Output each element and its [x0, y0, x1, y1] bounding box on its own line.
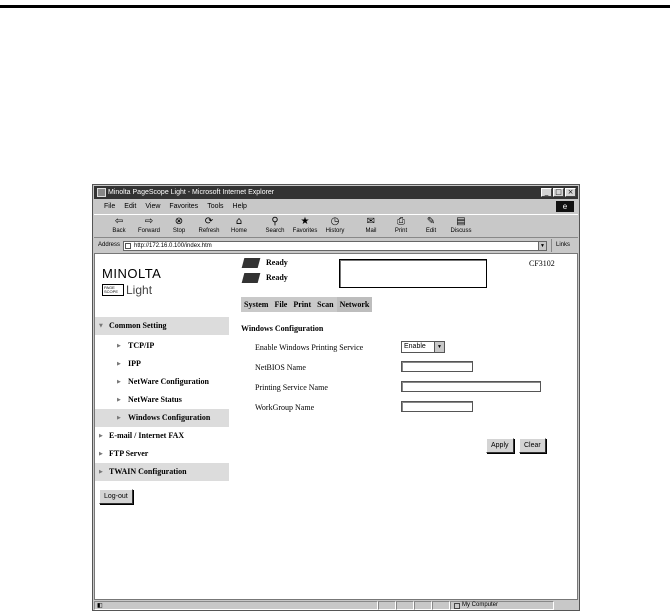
netbios-row	[241, 359, 551, 379]
scanner-icon	[242, 273, 261, 283]
status-pane	[414, 601, 432, 610]
menu-edit[interactable]: Edit	[124, 203, 137, 210]
logout-button[interactable]: Log-out	[99, 489, 133, 504]
sidebar-item-netware-configuration[interactable]	[95, 373, 229, 391]
stop-label: Stop	[172, 228, 186, 234]
window-title: Minolta PageScope Light - Microsoft Internet Explorer	[108, 189, 275, 196]
printer-status-row	[243, 255, 288, 270]
sidebar-item-tcpip[interactable]	[95, 337, 229, 355]
mail-label: Mail	[365, 228, 377, 234]
sidebar-item-label: TWAIN Configuration	[109, 467, 187, 476]
clear-button[interactable]: Clear	[519, 438, 546, 453]
title-bar[interactable]	[94, 186, 578, 199]
sidebar-item-label: NetWare Status	[128, 395, 182, 404]
chevron-down-icon: ▼	[434, 342, 444, 352]
enable-service-select[interactable]	[401, 341, 445, 353]
scanner-status-row	[243, 270, 288, 285]
tab-system[interactable]: System	[244, 300, 269, 309]
search-icon: ⚲	[271, 216, 279, 227]
close-button[interactable]: ×	[565, 188, 576, 197]
history-label: History	[325, 228, 345, 234]
section-title: Windows Configuration	[241, 324, 324, 333]
sidebar-item-label: FTP Server	[109, 449, 149, 458]
discuss-icon: ▤	[456, 216, 466, 227]
print-label: Print	[394, 228, 408, 234]
refresh-button[interactable]	[194, 215, 224, 238]
page-viewport	[94, 253, 578, 600]
status-pane	[432, 601, 450, 610]
enable-service-label: Enable Windows Printing Service	[255, 343, 364, 352]
form-divider	[241, 426, 551, 427]
discuss-label: Discuss	[450, 228, 472, 234]
search-label: Search	[265, 228, 285, 234]
sidebar-item-label: TCP/IP	[128, 341, 155, 350]
standard-toolbar	[94, 214, 578, 238]
forward-label: Forward	[137, 228, 160, 234]
sidebar-item-label: E-mail / Internet FAX	[109, 431, 185, 440]
mail-icon: ✉	[366, 216, 376, 227]
links-button[interactable]: Links	[551, 239, 570, 252]
sidebar-item-label: Windows Configuration	[128, 413, 211, 422]
netbios-input[interactable]	[401, 361, 473, 372]
sidebar-item-label: IPP	[128, 359, 141, 368]
printing-service-label: Printing Service Name	[255, 383, 328, 392]
model-name: CF3102	[529, 259, 555, 268]
printing-service-row	[241, 379, 551, 399]
pagescope-logo	[102, 283, 161, 297]
print-icon: ⎙	[397, 216, 405, 227]
triangle-right-icon: ▶	[117, 415, 121, 421]
printer-icon	[242, 258, 261, 268]
ie-icon	[97, 188, 106, 197]
logo-product: Light	[126, 283, 153, 297]
main-tabs	[241, 297, 373, 312]
triangle-right-icon: ▶	[117, 343, 121, 349]
workgroup-input[interactable]	[401, 401, 473, 412]
sidebar-item-label: NetWare Configuration	[128, 377, 209, 386]
edit-icon: ✎	[426, 216, 436, 227]
page-top-rule	[0, 5, 670, 8]
tab-scan[interactable]: Scan	[317, 300, 334, 309]
security-zone	[450, 601, 554, 610]
status-message-box	[339, 259, 487, 288]
refresh-label: Refresh	[198, 228, 220, 234]
back-button[interactable]	[104, 215, 134, 238]
sidebar-item-label: Common Setting	[109, 321, 167, 330]
menu-favorites[interactable]: Favorites	[169, 203, 199, 210]
forward-icon: ⇨	[144, 216, 154, 227]
favorites-icon: ★	[300, 216, 310, 227]
sidebar-item-common-setting[interactable]	[95, 317, 229, 335]
address-url: http://172.16.0.100/index.htm	[134, 242, 212, 249]
windows-config-form	[241, 324, 551, 419]
stop-button[interactable]	[164, 215, 194, 238]
minimize-button[interactable]: _	[541, 188, 552, 197]
sidebar-item-ipp[interactable]	[95, 355, 229, 373]
netbios-label: NetBIOS Name	[255, 363, 306, 372]
triangle-right-icon: ▶	[117, 379, 121, 385]
triangle-right-icon: ▶	[117, 361, 121, 367]
scanner-status-text: Ready	[266, 273, 288, 282]
discuss-button[interactable]	[446, 215, 476, 238]
sidebar-item-netware-status[interactable]	[95, 391, 229, 409]
tab-file[interactable]: File	[274, 300, 288, 309]
menu-bar	[94, 200, 578, 213]
menu-file[interactable]: File	[104, 203, 116, 210]
mail-button[interactable]	[356, 215, 386, 238]
apply-button[interactable]: Apply	[486, 438, 514, 453]
ie-logo-icon: e	[556, 201, 574, 212]
menu-help[interactable]: Help	[232, 203, 247, 210]
printer-status-text: Ready	[266, 258, 288, 267]
tab-print[interactable]: Print	[293, 300, 312, 309]
sidebar-item-windows-configuration[interactable]	[95, 409, 229, 427]
pagescope-badge: PAGE SCOPE	[102, 284, 124, 296]
history-button[interactable]	[320, 215, 350, 238]
workgroup-label: WorkGroup Name	[255, 403, 315, 412]
menu-tools[interactable]: Tools	[207, 203, 224, 210]
home-label: Home	[230, 228, 247, 234]
status-pane	[378, 601, 396, 610]
sidebar-item-ftp-server[interactable]	[95, 445, 229, 463]
edit-button[interactable]	[416, 215, 446, 238]
edit-label: Edit	[425, 228, 437, 234]
back-icon: ⇦	[114, 216, 124, 227]
address-dropdown-icon[interactable]: ▼	[538, 242, 546, 250]
page-icon	[125, 243, 131, 249]
address-bar	[94, 239, 578, 252]
maximize-button[interactable]: □	[553, 188, 564, 197]
zone-label: My Computer	[462, 602, 499, 608]
stop-icon: ⊗	[174, 216, 184, 227]
minolta-logo	[102, 266, 161, 297]
history-icon: ◷	[330, 216, 340, 227]
printing-service-input[interactable]	[401, 381, 541, 392]
favorites-button[interactable]	[290, 215, 320, 238]
enable-service-row	[241, 339, 551, 359]
print-button[interactable]	[386, 215, 416, 238]
triangle-right-icon: ▶	[99, 469, 103, 475]
triangle-right-icon: ▶	[99, 433, 103, 439]
sidebar-item-twain-configuration[interactable]	[95, 463, 229, 481]
back-label: Back	[112, 228, 126, 234]
search-button[interactable]	[260, 215, 290, 238]
browser-window	[92, 184, 580, 611]
forward-button[interactable]	[134, 215, 164, 238]
address-label: Address	[98, 242, 121, 248]
computer-icon	[454, 603, 460, 609]
address-input[interactable]	[123, 241, 547, 251]
triangle-right-icon: ▶	[117, 397, 121, 403]
menu-view[interactable]: View	[145, 203, 161, 210]
home-icon: ⌂	[235, 216, 243, 227]
home-button[interactable]	[224, 215, 254, 238]
triangle-down-icon: ▼	[99, 323, 103, 329]
status-pane	[396, 601, 414, 610]
tab-network[interactable]: Network	[337, 297, 374, 312]
sidebar-item-email-internet-fax[interactable]	[95, 427, 229, 445]
favorites-label: Favorites	[292, 228, 318, 234]
workgroup-row	[241, 399, 551, 419]
logo-brand: MINOLTA	[102, 266, 162, 281]
refresh-icon: ⟳	[204, 216, 214, 227]
enable-service-value: Enable	[404, 343, 426, 350]
device-status	[243, 255, 288, 285]
status-message	[94, 601, 378, 610]
done-page-icon: ◧	[97, 603, 103, 609]
sidebar	[95, 317, 229, 481]
status-bar	[94, 601, 578, 611]
window-controls	[541, 188, 576, 197]
triangle-right-icon: ▶	[99, 451, 103, 457]
